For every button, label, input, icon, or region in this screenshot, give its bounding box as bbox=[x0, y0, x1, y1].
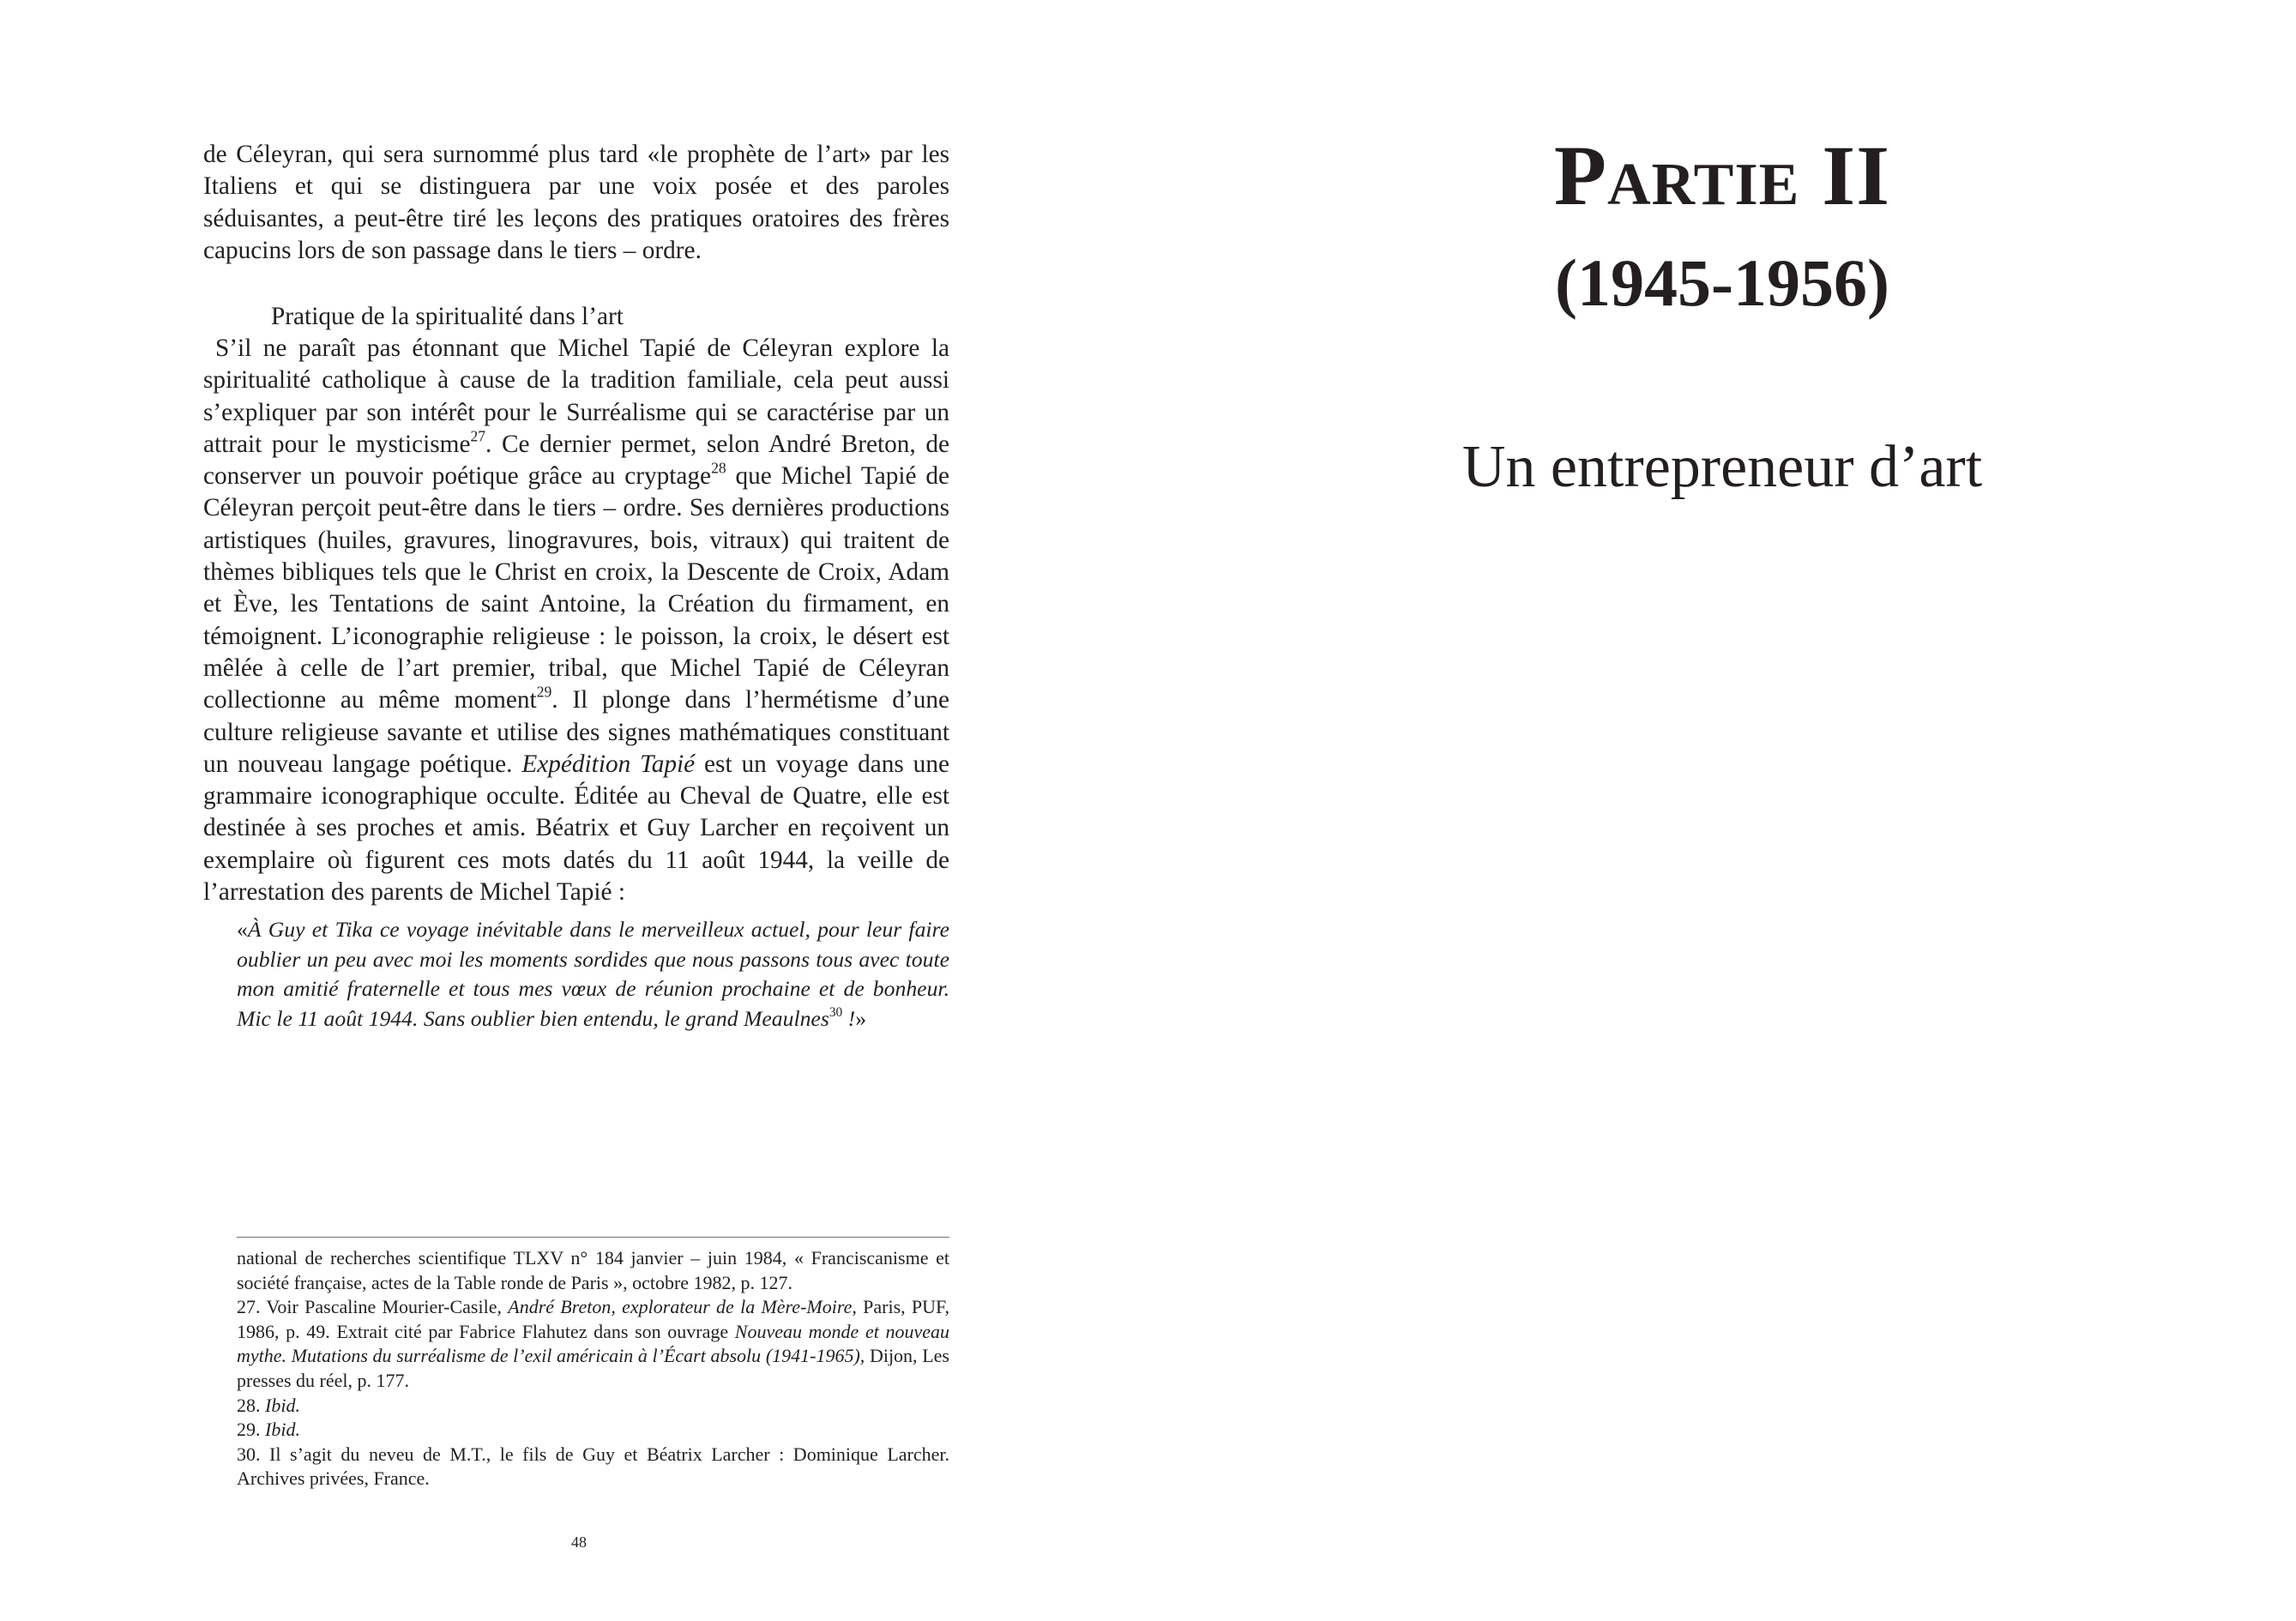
main-text-part: S’il ne paraît pas étonnant que Michel Tapié de Céleyran explore la spiritualité catholique à cause de la tradition familiale, cela peut aussi s’expliquer par son intérêt pour le Surréalisme qui se caractérise par un attrait pour le mysticisme bbox=[203, 334, 949, 458]
footnote-text: Dijon, Les presses du réel, p. 177. bbox=[237, 1345, 949, 1391]
footnote-text: Ibid. bbox=[265, 1419, 300, 1441]
part-title: Partie II bbox=[1553, 128, 1891, 223]
footnote-text: Ibid. bbox=[265, 1394, 300, 1416]
footnote-text: , Paris, PUF, 1986, p. 49. Extrait cité par Fabrice Flahutez dans son ouvrage bbox=[237, 1296, 950, 1342]
footnote-27 bbox=[237, 1295, 949, 1393]
section-heading: Pratique de la spiritualité dans l’art bbox=[271, 303, 624, 330]
footnote-ref-27: 27 bbox=[470, 427, 486, 445]
footnote-28 bbox=[237, 1394, 949, 1419]
page-number: 48 bbox=[571, 1534, 587, 1551]
paragraph-text: de Céleyran, qui sera surnommé plus tard «le prophète de l’art» par les Italiens et qui se distinguera par une voix posée et des paroles séduisantes, a peut-être tiré les leçons des pratiques oratoires des frères capucins lors de son passage dans le tiers – ordre. bbox=[203, 141, 949, 264]
main-paragraph bbox=[203, 333, 949, 908]
footnote-number: 29. bbox=[237, 1419, 265, 1441]
footnote-ref-29: 29 bbox=[536, 683, 552, 701]
footnote-ref-28: 28 bbox=[711, 459, 726, 477]
main-text-part: . Ce dernier permet, selon André Breton, de conserver un pouvoir poétique grâce au cryptage bbox=[203, 430, 949, 491]
quote-end: ! bbox=[842, 1005, 856, 1031]
main-text-part: est un voyage dans une grammaire iconographique occulte. Éditée au Cheval de Quatre, elle est destinée à ses proches et amis. Béatrix et Guy Larcher en reçoivent un exemplaire où figurent ces mots datés du 11 août 1944, la veille de l’arrestation des parents de Michel Tapié : bbox=[203, 750, 949, 907]
paragraph-continuation bbox=[203, 139, 949, 267]
book-title: Expédition Tapié bbox=[521, 750, 696, 778]
footnote-book-title: André Breton, explorateur de la Mère-Moire bbox=[508, 1296, 853, 1318]
part-subtitle: Un entrepreneur d’art bbox=[1461, 434, 1983, 500]
footnote-book-title: Nouveau monde et nouveau mythe. Mutations du surréalisme de l’exil américain à l’Écart absolu (1941-1965), bbox=[237, 1320, 949, 1367]
part-years: (1945-1956) bbox=[1555, 245, 1889, 320]
main-text-part: . Il plonge dans l’hermétisme d’une culture religieuse savante et utilise des signes mathématiques constituant un nouveau langage poétique. bbox=[203, 686, 949, 778]
right-page bbox=[1148, 0, 2296, 1621]
quote-text: À Guy et Tika ce voyage inévitable dans le merveilleux actuel, pour leur faire oublier un peu avec moi les moments sordides que nous passons tous avec toute mon amitié fraternelle et tous mes vœux de réunion prochaine et de bonheur. Mic le 11 août 1944. Sans oublier bien entendu, le grand Meaulnes bbox=[237, 917, 949, 1031]
footnote-text: 27. Voir Pascaline Mourier-Casile, bbox=[237, 1296, 509, 1318]
footnotes bbox=[237, 1237, 949, 1491]
quote-close-mark: » bbox=[855, 1005, 867, 1031]
footnote-29 bbox=[237, 1418, 949, 1443]
quote-open-mark: « bbox=[237, 917, 248, 942]
footnote-continuation: national de recherches scientifique TLXV n° 184 janvier – juin 1984, « Franciscanisme et société française, actes de la Table ronde de Paris », octobre 1982, p. 127. bbox=[237, 1247, 949, 1293]
main-text-part: que Michel Tapié de Céleyran perçoit peut-être dans le tiers – ordre. Ses dernières productions artistiques (huiles, gravures, linogravures, bois, vitraux) qui traitent de thèmes bibliques tels que le Christ en croix, la Descente de Croix, Adam et Ève, les Tentations de saint Antoine, la Création du firmament, en témoignent. L’iconographie religieuse : le poisson, la croix, le désert est mêlée à celle de l’art premier, tribal, que Michel Tapié de Céleyran collectionne au même moment bbox=[203, 462, 949, 714]
dedication-quote bbox=[237, 915, 949, 1033]
footnote-ref-30: 30 bbox=[829, 1005, 843, 1020]
main-paragraph-text bbox=[203, 333, 949, 908]
footnote-30: 30. Il s’agit du neveu de M.T., le fils de Guy et Béatrix Larcher : Dominique Larcher. Archives privées, France. bbox=[237, 1443, 949, 1490]
footnote-number: 28. bbox=[237, 1394, 265, 1416]
